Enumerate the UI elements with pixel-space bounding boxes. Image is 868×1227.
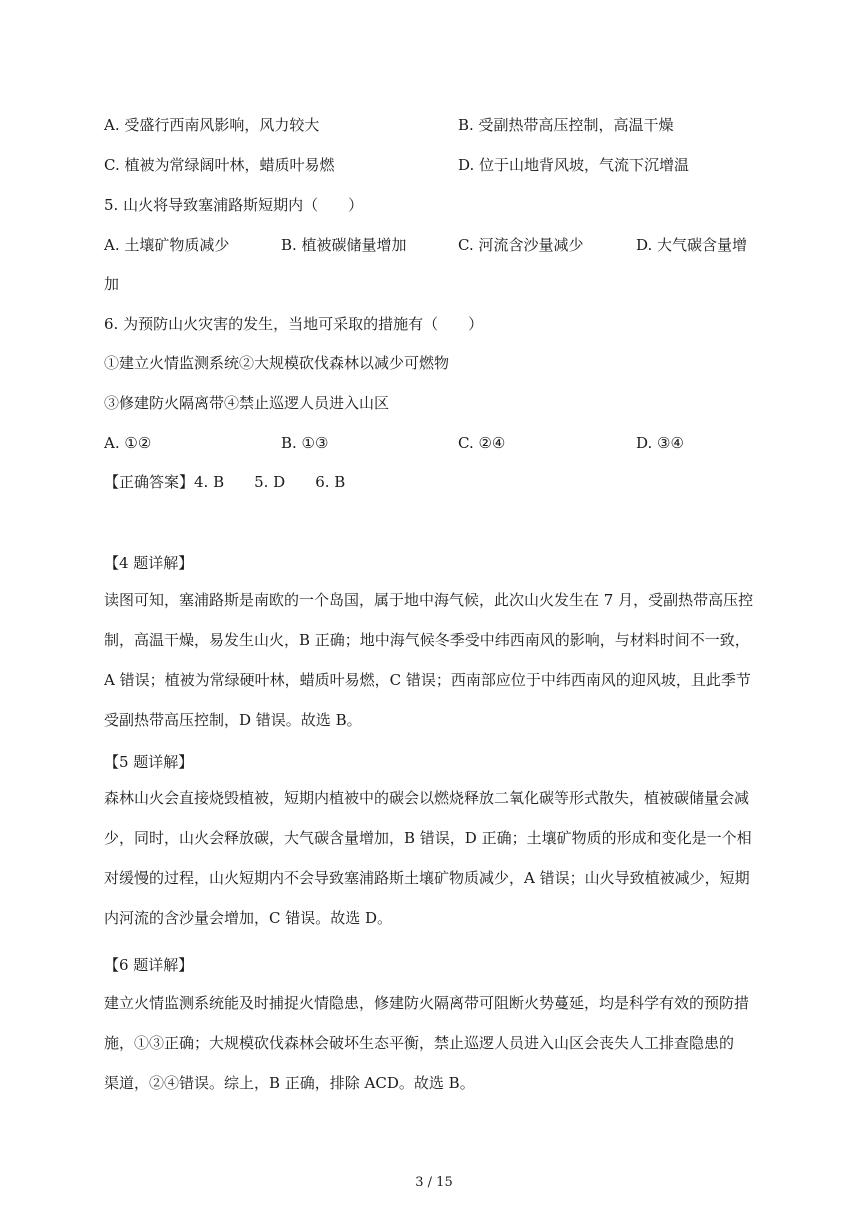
q5-stem: 5. 山火将导致塞浦路斯短期内（ ）	[104, 196, 364, 214]
explain4-line: A 错误；植被为常绿硬叶林，蜡质叶易燃，C 错误；西南部应位于中纬西南风的迎风坡，且此季节	[104, 671, 751, 689]
explain5-line: 对缓慢的过程，山火短期内不会导致塞浦路斯土壤矿物质减少，A 错误；山火导致植被减少，短期	[104, 869, 750, 887]
q5-option-b: B. 植被碳储量增加	[281, 236, 407, 254]
correct-answer: 【正确答案】4. B 5. D 6. B	[104, 473, 346, 491]
explain4-line: 受副热带高压控制，D 错误。故选 B。	[104, 711, 362, 729]
q6-stem: 6. 为预防山火灾害的发生，当地可采取的措施有（ ）	[104, 315, 484, 333]
explain6-line: 渠道，②④错误。综上，B 正确，排除 ACD。故选 B。	[104, 1074, 475, 1092]
q5-option-a: A. 土壤矿物质减少	[104, 236, 230, 254]
q4-option-c: C. 植被为常绿阔叶林，蜡质叶易燃	[104, 156, 335, 174]
q6-option-b: B. ①③	[281, 434, 329, 452]
explain6-title: 【6 题详解】	[104, 956, 194, 974]
q4-option-a: A. 受盛行西南风影响，风力较大	[104, 116, 320, 134]
explain5-title: 【5 题详解】	[104, 753, 194, 771]
page-number: 3 / 15	[415, 1175, 453, 1190]
q5-option-d: D. 大气碳含量增	[636, 236, 748, 254]
q4-option-d: D. 位于山地背风坡，气流下沉增温	[458, 156, 690, 174]
explain5-line: 少，同时，山火会释放碳，大气碳含量增加，B 错误，D 正确；土壤矿物质的形成和变化是一个相	[104, 829, 752, 847]
q6-statement-2: ③修建防火隔离带④禁止巡逻人员进入山区	[104, 394, 390, 412]
q4-option-b: B. 受副热带高压控制，高温干燥	[458, 116, 674, 134]
q5-option-c: C. 河流含沙量减少	[458, 236, 584, 254]
explain4-line: 读图可知，塞浦路斯是南欧的一个岛国，属于地中海气候，此次山火发生在 7 月，受副热带高压控	[104, 591, 754, 609]
q6-option-c: C. ②④	[458, 434, 506, 452]
q5-option-d-wrap: 加	[104, 275, 120, 293]
explain5-line: 内河流的含沙量会增加，C 错误。故选 D。	[104, 909, 393, 927]
explain5-line: 森林山火会直接烧毁植被，短期内植被中的碳会以燃烧释放二氧化碳等形式散失，植被碳储量会减	[104, 789, 750, 807]
explain6-line: 施，①③正确；大规模砍伐森林会破坏生态平衡，禁止巡逻人员进入山区会丧失人工排查隐患的	[104, 1034, 735, 1052]
q6-statement-1: ①建立火情监测系统②大规模砍伐森林以减少可燃物	[104, 354, 450, 372]
explain4-title: 【4 题详解】	[104, 554, 194, 572]
explain4-line: 制，高温干燥，易发生山火，B 正确；地中海气候冬季受中纬西南风的影响，与材料时间不一致，	[104, 631, 750, 649]
explain6-line: 建立火情监测系统能及时捕捉火情隐患，修建防火隔离带可阻断火势蔓延，均是科学有效的预防措	[104, 994, 750, 1012]
q6-option-a: A. ①②	[104, 434, 152, 452]
q6-option-d: D. ③④	[636, 434, 684, 452]
